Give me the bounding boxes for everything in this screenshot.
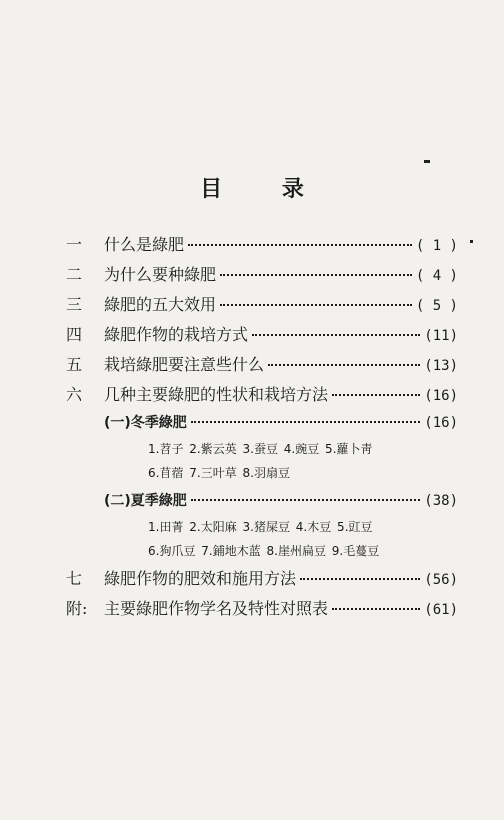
chapter-number: 一 bbox=[66, 235, 83, 254]
chapter-title: 綠肥作物的肥效和施用方法 bbox=[104, 569, 297, 588]
chapter-number: 二 bbox=[66, 265, 83, 284]
dot-leader bbox=[220, 274, 412, 276]
chapter-number: 附: bbox=[66, 599, 88, 618]
dot-leader bbox=[191, 499, 420, 501]
chapter-title: 綠肥的五大效用 bbox=[104, 295, 217, 314]
page-number: (61) bbox=[424, 602, 458, 618]
page-number: (13) bbox=[424, 358, 458, 374]
toc-entry[interactable] bbox=[66, 232, 458, 255]
dot-leader bbox=[188, 244, 412, 246]
chapter-title: 什么是綠肥 bbox=[104, 235, 185, 254]
dot-leader bbox=[300, 578, 420, 580]
toc-entry[interactable] bbox=[66, 382, 458, 405]
chapter-number: 六 bbox=[66, 385, 83, 404]
dot-leader bbox=[220, 304, 412, 306]
toc-entry[interactable] bbox=[66, 322, 458, 345]
toc-entry[interactable] bbox=[66, 292, 458, 315]
toc-entry[interactable] bbox=[66, 566, 458, 589]
page-number: ( 5 ) bbox=[415, 298, 458, 314]
chapter-number: 三 bbox=[66, 295, 83, 314]
plant-list-line: 6.苜蓿 7.三叶草 8.羽扇豆 bbox=[148, 466, 290, 480]
page-number: (38) bbox=[424, 493, 458, 509]
plant-list-line: 1.田菁 2.太阳麻 3.猪屎豆 4.木豆 5.豇豆 bbox=[148, 520, 373, 534]
dot-leader bbox=[191, 421, 420, 423]
section-title: (一)冬季綠肥 bbox=[104, 415, 187, 431]
page-number: (16) bbox=[424, 415, 458, 431]
toc-subentry[interactable] bbox=[104, 490, 458, 510]
page-number: ( 1 ) bbox=[415, 238, 458, 254]
dot-leader bbox=[268, 364, 420, 366]
toc-subentry[interactable] bbox=[104, 412, 458, 432]
ink-speck bbox=[424, 160, 430, 163]
page-number: (16) bbox=[424, 388, 458, 404]
chapter-number: 四 bbox=[66, 325, 83, 344]
chapter-title: 綠肥作物的栽培方式 bbox=[104, 325, 249, 344]
page-number: (11) bbox=[424, 328, 458, 344]
dot-leader bbox=[332, 394, 420, 396]
ink-speck bbox=[470, 240, 473, 243]
toc-entry[interactable] bbox=[66, 352, 458, 375]
plant-list-line: 1.苕子 2.紫云英 3.蚕豆 4.豌豆 5.蘿卜靑 bbox=[148, 442, 373, 456]
dot-leader bbox=[252, 334, 420, 336]
toc-entry[interactable] bbox=[66, 262, 458, 285]
plant-list-line: 6.狗爪豆 7.鋪地木蓝 8.崖州扁豆 9.毛蔓豆 bbox=[148, 544, 380, 558]
page-number: (56) bbox=[424, 572, 458, 588]
section-title: (二)夏季綠肥 bbox=[104, 493, 187, 509]
chapter-number: 七 bbox=[66, 569, 83, 588]
chapter-title: 主要綠肥作物学名及特性对照表 bbox=[104, 599, 329, 618]
toc-entry[interactable] bbox=[66, 596, 458, 619]
chapter-title: 为什么要种綠肥 bbox=[104, 265, 217, 284]
chapter-title: 栽培綠肥要注意些什么 bbox=[104, 355, 265, 374]
dot-leader bbox=[332, 608, 420, 610]
chapter-number: 五 bbox=[66, 355, 83, 374]
page-title: 目 录 bbox=[200, 177, 330, 202]
chapter-title: 几种主要綠肥的性状和栽培方法 bbox=[104, 385, 329, 404]
page-number: ( 4 ) bbox=[415, 268, 458, 284]
